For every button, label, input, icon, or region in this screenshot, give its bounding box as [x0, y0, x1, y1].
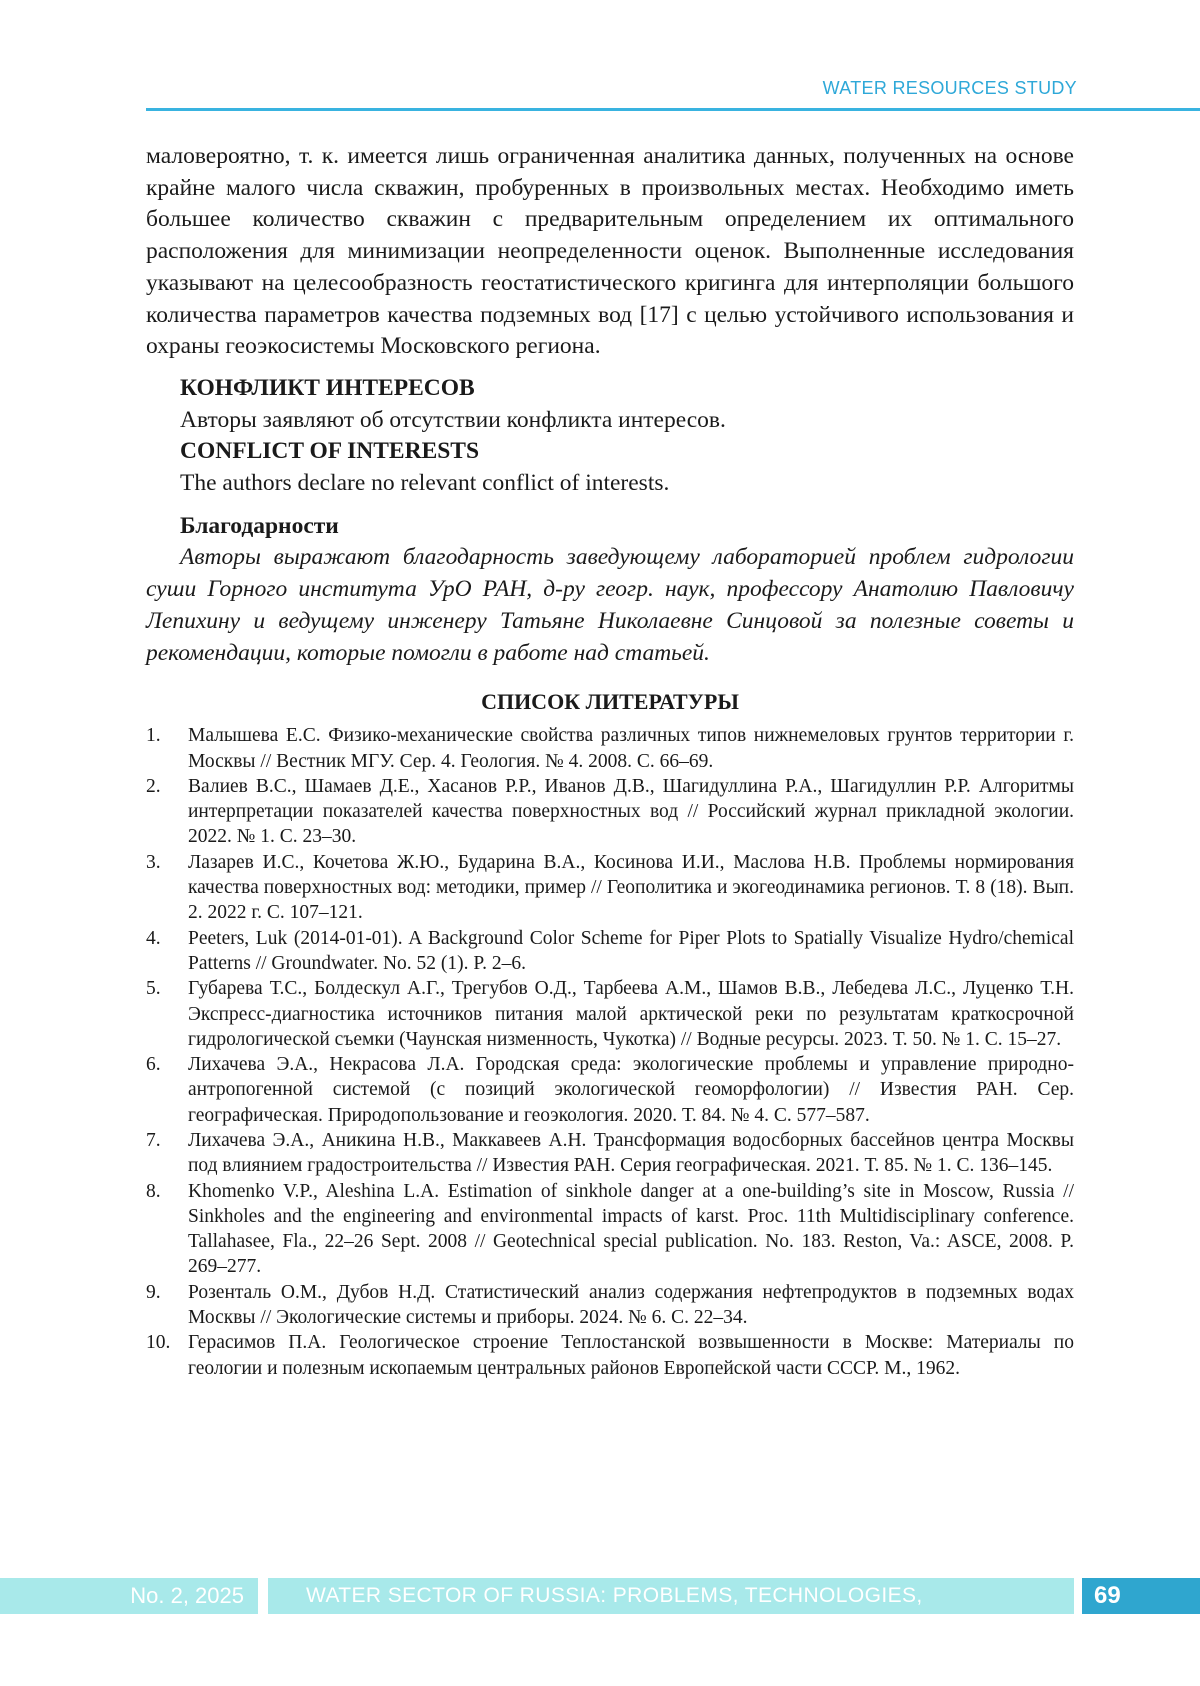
conflict-text-en: The authors declare no relevant conflict of interests.	[180, 470, 670, 497]
reference-text: Валиев В.С., Шамаев Д.Е., Хасанов Р.Р., Иванов Д.В., Шагидуллина Р.А., Шагидуллин Р.Р. Алгоритмы интерпретации показателей качества поверхностных вод // Российский журнал прикладной экологии. 2022. № 1. С. 23–30.	[188, 775, 1074, 848]
reference-number: 7.	[146, 1130, 161, 1151]
conflict-title-en: CONFLICT OF INTERESTS	[180, 438, 480, 465]
reference-text: Губарева Т.С., Болдескул А.Г., Трегубов О.Д., Тарбеева А.М., Шамов В.В., Лебедева Л.С., Луценко Т.Н. Экспресс-диагностика источников питания малой арктической реки по результатам краткосрочной гидрологической съемки (Чаунская низменность, Чукотка) // Водные ресурсы. 2023. Т. 50. № 1. С. 15–27.	[188, 978, 1074, 1050]
page-content	[146, 141, 1074, 1381]
conflict-section	[180, 373, 1074, 500]
reference-number: 4.	[146, 927, 161, 949]
header-rule	[146, 108, 1200, 111]
reference-text: Розенталь О.М., Дубов Н.Д. Статистический анализ содержания нефтепродуктов в подземных водах Москвы // Экологические системы и приборы. 2024. № 6. С. 22–34.	[188, 1281, 1074, 1329]
page-number: 69	[1082, 1578, 1200, 1614]
conflict-title-ru: КОНФЛИКТ ИНТЕРЕСОВ	[180, 374, 475, 401]
reference-number: 1.	[146, 725, 161, 747]
reference-number: 8.	[146, 1180, 161, 1202]
reference-text: Khomenko V.P., Aleshina L.A. Estimation of sinkhole danger at a one-building’s site in Moscow, Russia // Sinkholes and the engineering and environmental impacts of karst. Proc. 11th Multidisciplinary conference. Tallahasee, Fla., 22–26 Sept. 2008 // Geotechnical special publication. No. 183. Reston, Va.: ASCE, 2008. P. 269–277.	[188, 1180, 1074, 1278]
reference-number: 3.	[146, 851, 161, 873]
footer-issue: No. 2, 2025	[0, 1578, 258, 1614]
reference-item	[146, 1280, 1074, 1331]
reference-item	[146, 1330, 1074, 1381]
reference-item	[146, 1052, 1074, 1128]
acknowledgments-title: Благодарности	[180, 512, 339, 539]
reference-item	[146, 976, 1074, 1052]
conflict-text-ru: Авторы заявляют об отсутствии конфликта интересов.	[180, 406, 726, 433]
reference-text: Малышева Е.С. Физико-механические свойства различных типов нижнемеловых грунтов территории г. Москвы // Вестник МГУ. Сер. 4. Геология. № 4. 2008. С. 66–69.	[188, 725, 1074, 772]
acknowledgments-section	[146, 511, 1074, 670]
reference-item	[146, 850, 1074, 926]
reference-number: 2.	[146, 775, 161, 797]
page-footer	[0, 1578, 1200, 1643]
reference-number: 5.	[146, 978, 161, 1000]
acknowledgments-text: Авторы выражают благодарность заведующему лабораторией проблем гидрологии суши Горного института УрО РАН, д-ру геогр. наук, профессору Анатолию Павловичу Лепихину и ведущему инженеру Татьяне Николаевне Синцовой за полезные советы и рекомендации, которые помогли в работе над статьей.	[146, 544, 1074, 666]
reference-text: Peeters, Luk (2014-01-01). A Background Color Scheme for Piper Plots to Spatially Visualize Hydro/chemical Patterns // Groundwater. No. 52 (1). P. 2–6.	[188, 927, 1074, 974]
reference-number: 6.	[146, 1054, 161, 1076]
reference-item	[146, 723, 1074, 774]
footer-journal-title: WATER SECTOR OF RUSSIA: PROBLEMS, TECHNOLOGIES, MANAGEMENT	[268, 1578, 1074, 1614]
reference-list	[146, 723, 1074, 1381]
reference-number: 9.	[146, 1281, 161, 1303]
reference-text: Лазарев И.С., Кочетова Ж.Ю., Бударина В.А., Косинова И.И., Маслова Н.В. Проблемы нормирования качества поверхностных вод: методики, пример // Геополитика и экогеодинамика регионов. Т. 8 (18). Вып. 2. 2022 г. С. 107–121.	[188, 851, 1074, 924]
running-head: WATER RESOURCES STUDY	[822, 78, 1077, 98]
reference-text: Лихачева Э.А., Некрасова Л.А. Городская среда: экологические проблемы и управление природно-антропогенной системой (с позиций экологической геоморфологии) // Известия РАН. Сер. географическая. Природопользование и геоэкология. 2020. Т. 84. № 4. С. 577–587.	[188, 1054, 1074, 1126]
reference-item	[146, 926, 1074, 977]
reference-item	[146, 1128, 1074, 1179]
reference-text: Герасимов П.А. Геологическое строение Теплостанской возвышенности в Москве: Материалы по геологии и полезным ископаемым центральных районов Европейской части СССР. М., 1962.	[188, 1332, 1074, 1379]
intro-paragraph: маловероятно, т. к. имеется лишь ограниченная аналитика данных, полученных на основе крайне малого числа скважин, пробуренных в произвольных местах. Необходимо иметь большее количество скважин с предварительным определением их оптимального расположения для минимизации неопределенности оценок. Выполненные исследования указывают на целесообразность геостатистического кригинга для интерполяции большого количества параметров качества подземных вод [17] с целью устойчивого использования и охраны геоэкосистемы Московского региона.	[146, 143, 1074, 360]
reference-item	[146, 1179, 1074, 1280]
reference-item	[146, 774, 1074, 850]
reference-number: 10.	[146, 1332, 171, 1354]
reference-text: Лихачева Э.А., Аникина Н.В., Маккавеев А.Н. Трансформация водосборных бассейнов центра Москвы под влиянием градостроительства // Известия РАН. Серия географическая. 2021. Т. 85. № 1. С. 136–145.	[188, 1130, 1074, 1177]
references-title: СПИСОК ЛИТЕРАТУРЫ	[481, 689, 739, 715]
